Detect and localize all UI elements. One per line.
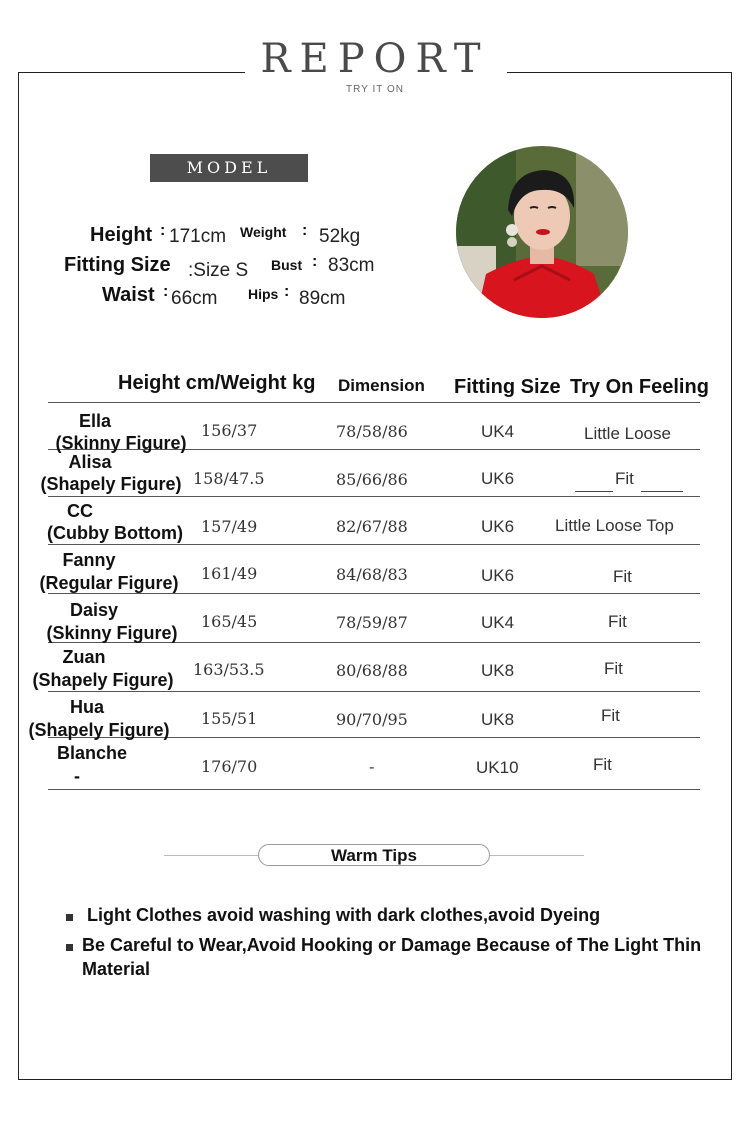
row-fitting-size: UK10 [476, 758, 519, 777]
row-dimension: 84/68/83 [336, 565, 408, 584]
model-badge: MODEL [150, 154, 308, 182]
row-figure: (Regular Figure) [39, 573, 179, 593]
row-figure: (Shapely Figure) [28, 720, 170, 740]
feeling-underline [641, 491, 683, 492]
height-value: 171cm [169, 226, 227, 247]
header-dimension: Dimension [338, 376, 425, 395]
row-name: Blanche [56, 743, 128, 763]
row-fitting-size: UK6 [481, 469, 515, 488]
report-subtitle: TRY IT ON [346, 84, 404, 95]
tip-item: Be Careful to Wear,Avoid Hooking or Damage Because of The Light Thin Material [82, 935, 702, 979]
row-name: Ella [78, 411, 112, 431]
height-colon: : [160, 222, 166, 239]
bust-colon: : [312, 253, 318, 270]
row-name: Alisa [68, 452, 112, 472]
row-fitting-size: UK4 [481, 422, 515, 441]
row-feeling: Little Loose Top [555, 516, 674, 535]
bust-label: Bust [271, 257, 303, 273]
row-feeling: Fit [593, 755, 612, 774]
row-dimension: 78/59/87 [336, 613, 408, 632]
table-divider [48, 691, 700, 692]
row-name: Daisy [69, 600, 119, 620]
header-height-weight: Height cm/Weight kg [118, 372, 316, 394]
hips-label: Hips [248, 286, 279, 302]
row-fitting-size: UK6 [481, 566, 515, 585]
table-divider [48, 789, 700, 790]
row-figure: - [74, 766, 80, 786]
row-feeling: Fit [601, 706, 620, 725]
table-divider [48, 402, 700, 403]
row-figure: (Skinny Figure) [55, 433, 187, 453]
report-title: REPORT [260, 36, 490, 82]
row-height-weight: 161/49 [201, 564, 258, 583]
row-height-weight: 155/51 [201, 709, 258, 728]
row-figure: (Shapely Figure) [40, 474, 182, 494]
feeling-underline [575, 491, 613, 492]
row-feeling: Fit [615, 469, 634, 488]
row-figure: (Skinny Figure) [46, 623, 178, 643]
row-figure: (Shapely Figure) [32, 670, 174, 690]
row-figure: (Cubby Bottom) [47, 523, 183, 543]
row-feeling: Fit [613, 567, 632, 586]
weight-colon: : [302, 222, 308, 239]
row-fitting-size: UK8 [481, 661, 515, 680]
tips-divider-right [490, 855, 584, 856]
tip-item: Light Clothes avoid washing with dark clothes,avoid Dyeing [87, 905, 601, 925]
row-feeling: Fit [604, 659, 623, 678]
tips-title: Warm Tips [331, 846, 417, 865]
row-dimension: 85/66/86 [336, 470, 408, 489]
hips-colon: : [284, 283, 290, 300]
row-height-weight: 157/49 [201, 517, 258, 536]
fitting-size-label: Fitting Size [64, 254, 171, 276]
row-height-weight: 176/70 [201, 757, 258, 776]
row-dimension: 78/58/86 [336, 422, 408, 441]
height-label: Height [90, 224, 153, 246]
row-fitting-size: UK4 [481, 613, 515, 632]
header-try-on-feeling: Try On Feeling [570, 376, 709, 398]
header-fitting-size: Fitting Size [454, 376, 561, 398]
waist-label: Waist [102, 284, 155, 306]
row-feeling: Little Loose [584, 424, 671, 443]
hips-value: 89cm [299, 288, 346, 309]
table-divider [48, 496, 700, 497]
bullet-icon [66, 914, 73, 921]
row-fitting-size: UK8 [481, 710, 515, 729]
model-photo [456, 146, 628, 318]
row-dimension: 80/68/88 [336, 661, 408, 680]
row-name: Fanny [62, 550, 116, 570]
weight-label: Weight [240, 224, 287, 240]
waist-colon: : [163, 283, 169, 300]
fitting-size-value: :Size S [188, 260, 249, 281]
row-height-weight: 156/37 [201, 421, 258, 440]
row-dimension: - [369, 757, 375, 776]
waist-value: 66cm [171, 288, 218, 309]
tips-divider-left [164, 855, 258, 856]
bust-value: 83cm [328, 255, 375, 276]
table-divider [48, 544, 700, 545]
row-dimension: 90/70/95 [336, 710, 408, 729]
row-name: Zuan [62, 647, 106, 667]
row-fitting-size: UK6 [481, 517, 515, 536]
row-feeling: Fit [608, 612, 627, 631]
row-name: CC [67, 501, 93, 521]
weight-value: 52kg [319, 226, 361, 247]
row-dimension: 82/67/88 [336, 517, 408, 536]
row-name: Hua [69, 697, 104, 717]
bullet-icon [66, 944, 73, 951]
row-height-weight: 165/45 [201, 612, 258, 631]
row-height-weight: 163/53.5 [193, 660, 265, 679]
row-height-weight: 158/47.5 [193, 469, 265, 488]
